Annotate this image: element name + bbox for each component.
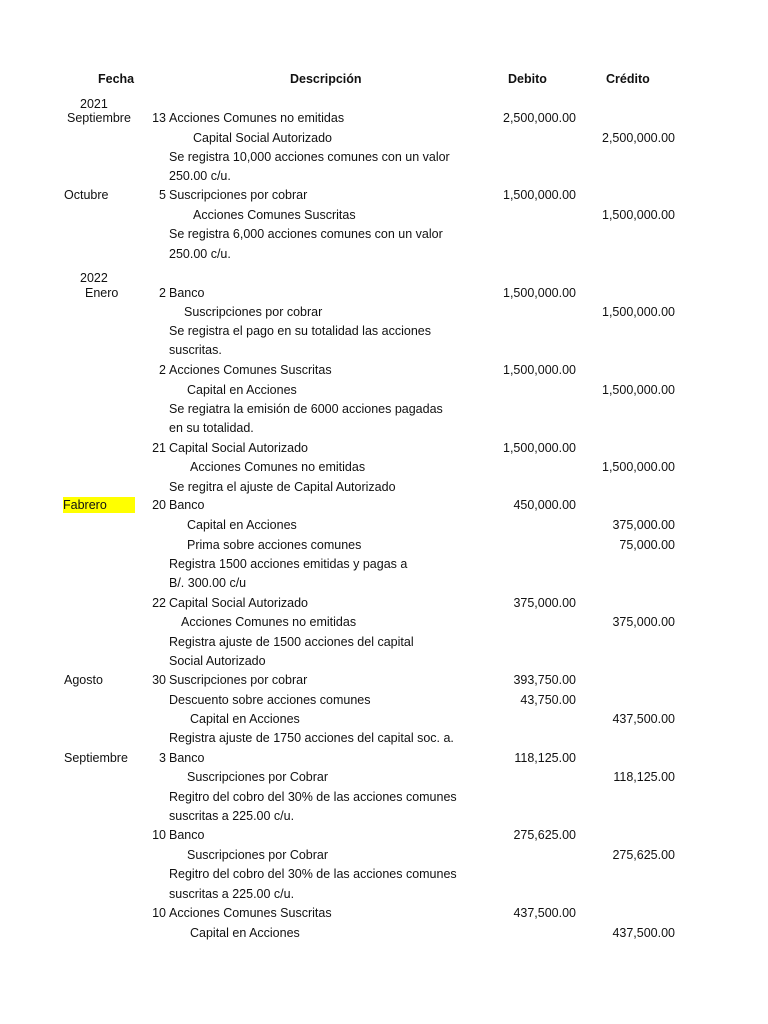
credit-account: Suscripciones por Cobrar xyxy=(187,770,329,784)
credit-amount: 2,500,000.00 xyxy=(602,131,675,145)
entry-description: Social Autorizado xyxy=(169,654,266,668)
credit-account: Suscripciones por cobrar xyxy=(184,305,323,319)
debit-account: Banco xyxy=(169,751,205,765)
entry-day: 30 xyxy=(152,673,166,687)
credit-account: Capital en Acciones xyxy=(187,383,297,397)
credit-account: Capital Social Autorizado xyxy=(193,131,332,145)
debit-amount: 1,500,000.00 xyxy=(503,441,576,455)
credit-amount: 375,000.00 xyxy=(612,615,675,629)
entry-description: 250.00 c/u. xyxy=(169,247,231,261)
debit-account: Capital Social Autorizado xyxy=(169,596,308,610)
credit-account: Acciones Comunes no emitidas xyxy=(190,460,366,474)
entry-description: Se regiatra la emisión de 6000 acciones pagadas xyxy=(169,402,443,416)
debit-account: Acciones Comunes Suscritas xyxy=(169,363,332,377)
credit-account: Prima sobre acciones comunes xyxy=(187,538,362,552)
entry-description: Registra ajuste de 1750 acciones del capital soc. a. xyxy=(169,731,454,745)
credit-amount: 1,500,000.00 xyxy=(602,305,675,319)
credit-account: Acciones Comunes no emitidas xyxy=(181,615,357,629)
debit-account: Suscripciones por cobrar xyxy=(169,673,308,687)
debit-account: Banco xyxy=(169,498,205,512)
header-fecha: Fecha xyxy=(98,72,135,86)
entry-description: suscritas a 225.00 c/u. xyxy=(169,809,295,823)
debit-account: Banco xyxy=(169,286,205,300)
entry-day: 2 xyxy=(159,363,166,377)
credit-amount: 1,500,000.00 xyxy=(602,208,675,222)
date-month: Agosto xyxy=(64,673,103,687)
entry-description: Regitro del cobro del 30% de las acciones comunes xyxy=(169,867,457,881)
entry-day: 20 xyxy=(152,498,166,512)
debit-account: Descuento sobre acciones comunes xyxy=(169,693,371,707)
entry-description: 250.00 c/u. xyxy=(169,169,231,183)
debit-account: Banco xyxy=(169,828,205,842)
date-month: Septiembre xyxy=(64,751,128,765)
debit-amount: 1,500,000.00 xyxy=(503,286,576,300)
header-debito: Debito xyxy=(508,72,547,86)
entry-day: 5 xyxy=(159,188,166,202)
credit-amount: 1,500,000.00 xyxy=(602,383,675,397)
entry-day: 10 xyxy=(152,828,166,842)
credit-amount: 118,125.00 xyxy=(613,770,675,784)
credit-amount: 437,500.00 xyxy=(612,712,675,726)
debit-account: Capital Social Autorizado xyxy=(169,441,308,455)
entry-description: en su totalidad. xyxy=(169,421,254,435)
debit-amount: 43,750.00 xyxy=(520,693,576,707)
entry-description: Se regitra el ajuste de Capital Autorizado xyxy=(169,480,396,494)
debit-amount: 118,125.00 xyxy=(514,751,576,765)
entry-day: 22 xyxy=(152,596,166,610)
entry-description: B/. 300.00 c/u xyxy=(169,576,247,590)
entry-description: Registra ajuste de 1500 acciones del capital xyxy=(169,635,414,649)
credit-amount: 375,000.00 xyxy=(612,518,675,532)
debit-account: Acciones Comunes Suscritas xyxy=(169,906,332,920)
entry-description: Registra 1500 acciones emitidas y pagas a xyxy=(169,557,408,571)
credit-account: Capital en Acciones xyxy=(187,518,297,532)
entry-day: 2 xyxy=(159,286,166,300)
credit-amount: 1,500,000.00 xyxy=(602,460,675,474)
debit-amount: 375,000.00 xyxy=(513,596,576,610)
debit-account: Suscripciones por cobrar xyxy=(169,188,308,202)
date-month: Enero xyxy=(85,286,119,300)
debit-amount: 1,500,000.00 xyxy=(503,363,576,377)
entry-day: 21 xyxy=(152,441,166,455)
debit-amount: 393,750.00 xyxy=(513,673,576,687)
header-credito: Crédito xyxy=(606,72,650,86)
header-descripcion: Descripción xyxy=(290,72,362,86)
entry-day: 10 xyxy=(152,906,166,920)
debit-account: Acciones Comunes no emitidas xyxy=(169,111,345,125)
entry-description: suscritas a 225.00 c/u. xyxy=(169,887,295,901)
credit-account: Capital en Acciones xyxy=(190,926,300,940)
entry-description: Se registra el pago en su totalidad las acciones xyxy=(169,324,431,338)
debit-amount: 450,000.00 xyxy=(513,498,576,512)
debit-amount: 275,625.00 xyxy=(513,828,576,842)
credit-account: Acciones Comunes Suscritas xyxy=(193,208,356,222)
date-month-highlighted: Fabrero xyxy=(63,497,135,513)
entry-day: 3 xyxy=(159,751,166,765)
entry-description: Se registra 10,000 acciones comunes con un valor xyxy=(169,150,450,164)
debit-amount: 437,500.00 xyxy=(513,906,576,920)
date-year: 2021 xyxy=(80,97,108,111)
credit-amount: 75,000.00 xyxy=(619,538,675,552)
date-month: Septiembre xyxy=(67,111,131,125)
entry-description: suscritas. xyxy=(169,343,222,357)
entry-description: Se registra 6,000 acciones comunes con un valor xyxy=(169,227,443,241)
date-month: Octubre xyxy=(64,188,109,202)
debit-amount: 1,500,000.00 xyxy=(503,188,576,202)
credit-account: Suscripciones por Cobrar xyxy=(187,848,329,862)
credit-amount: 275,625.00 xyxy=(612,848,675,862)
credit-amount: 437,500.00 xyxy=(612,926,675,940)
entry-day: 13 xyxy=(152,111,166,125)
debit-amount: 2,500,000.00 xyxy=(503,111,576,125)
credit-account: Capital en Acciones xyxy=(190,712,300,726)
date-year: 2022 xyxy=(80,271,108,285)
entry-description: Regitro del cobro del 30% de las acciones comunes xyxy=(169,790,457,804)
